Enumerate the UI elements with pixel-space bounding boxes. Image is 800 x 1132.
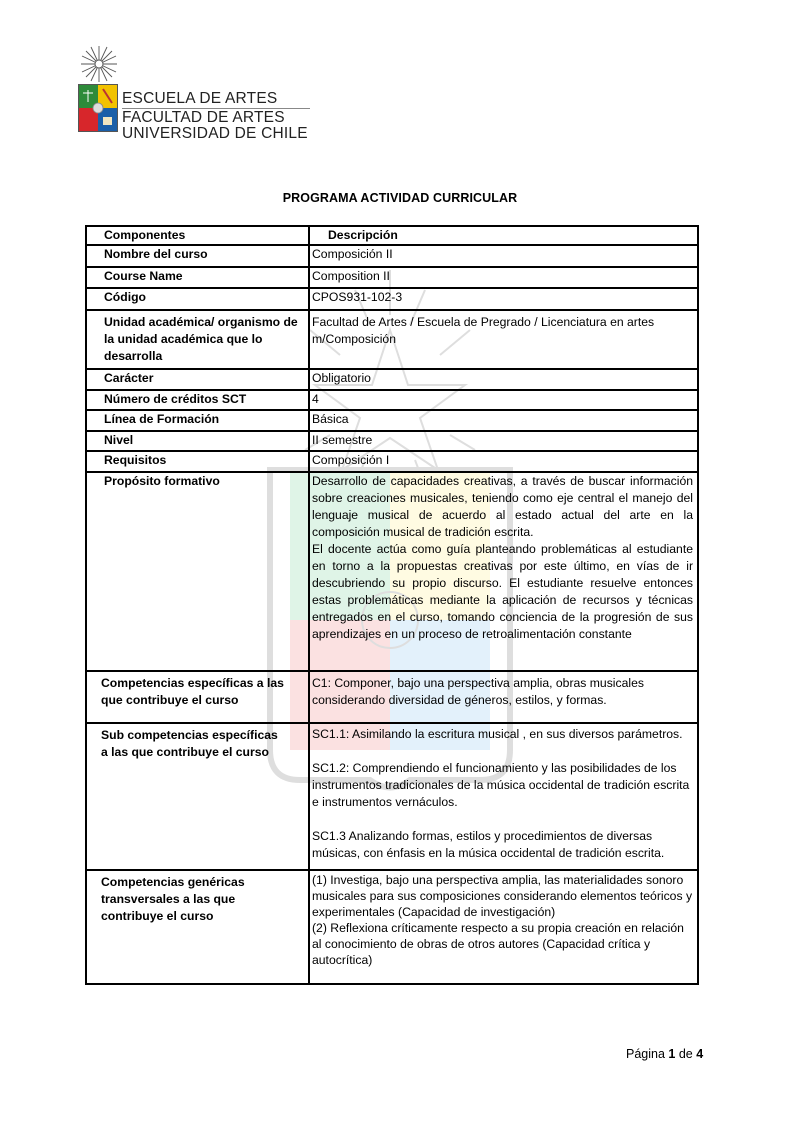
- table-row: [86, 431, 698, 451]
- generic-competence-item: (2) Reflexiona críticamente respecto a su propia creación en relación al conocimiento de obras de otros autores (Capacidad crítica y autocrítica): [312, 921, 684, 967]
- table-header-row: [86, 226, 698, 245]
- institution-logo: [72, 44, 312, 142]
- row-label: Competencias genéricas transversales a las que contribuye el curso: [86, 870, 309, 984]
- table-row: [86, 451, 698, 472]
- row-label: Sub competencias específicas a las que contribuye el curso: [86, 723, 309, 870]
- row-value: [309, 870, 698, 984]
- row-value: Básica: [309, 410, 698, 431]
- row-value: [309, 472, 698, 671]
- table-row: [86, 288, 698, 310]
- table-row: [86, 310, 698, 369]
- table-row: [86, 671, 698, 723]
- table-row: [86, 369, 698, 390]
- row-value: Facultad de Artes / Escuela de Pregrado / Licenciatura en artes m/Composición: [309, 310, 698, 369]
- row-label: Unidad académica/ organismo de la unidad académica que lo desarrolla: [86, 310, 309, 369]
- page-number: [626, 1047, 703, 1061]
- row-label: Carácter: [86, 369, 309, 390]
- table-row: [86, 390, 698, 410]
- row-label: Requisitos: [86, 451, 309, 472]
- table-row: [86, 472, 698, 671]
- page-total: 4: [696, 1047, 704, 1061]
- row-value: C1: Componer, bajo una perspectiva amplia, obras musicales considerando diversidad de géneros, estilos, y formas.: [309, 671, 698, 723]
- logo-line-escuela: ESCUELA DE ARTES: [122, 91, 310, 109]
- table-row: [86, 245, 698, 267]
- of-word: de: [678, 1047, 693, 1061]
- page-word: Página: [626, 1047, 665, 1061]
- table-row: [86, 410, 698, 431]
- row-label: Número de créditos SCT: [86, 390, 309, 410]
- shield-emblem-icon: [78, 84, 118, 134]
- row-label: Competencias específicas a las que contribuye el curso: [86, 671, 309, 723]
- sub-competence-item: SC1.2: Comprendiendo el funcionamiento y las posibilidades de los instrumentos tradicionales de la música occidental de tradición escrita e instrumentos vernáculos.: [312, 761, 690, 809]
- row-value: Composición I: [309, 451, 698, 472]
- curriculum-table: [85, 225, 699, 985]
- row-value: Obligatorio: [309, 369, 698, 390]
- purpose-paragraph: Desarrollo de capacidades creativas, a través de buscar información sobre creaciones musicales, teniendo como eje central el manejo del lenguaje musical de acuerdo al estado actual del arte en la composición musical de tradición escrita.: [312, 474, 693, 539]
- logo-line-facultad: FACULTAD DE ARTES: [122, 109, 285, 126]
- row-label: Código: [86, 288, 309, 310]
- header-descripcion: Descripción: [309, 226, 698, 245]
- row-label: Course Name: [86, 267, 309, 288]
- row-value: 4: [309, 390, 698, 410]
- row-value: CPOS931-102-3: [309, 288, 698, 310]
- purpose-paragraph: El docente actúa como guía planteando problemáticas al estudiante en torno a la propuestas creativas por este último, en vías de ir descubriendo su propio discurso. El estudiante resuelve entonces estas problemáticas mediante la aplicación de recursos y técnicas entregados en el curso, tomando conciencia de la progresión de sus aprendizajes en un proceso de retroalimentación constante: [312, 542, 693, 641]
- row-value: Composición II: [309, 245, 698, 267]
- sun-emblem-icon: [79, 44, 119, 84]
- document-title: PROGRAMA ACTIVIDAD CURRICULAR: [282, 191, 518, 205]
- logo-line-universidad: UNIVERSIDAD DE CHILE: [122, 125, 308, 142]
- page-current: 1: [668, 1047, 676, 1061]
- sub-competence-item: SC1.1: Asimilando la escritura musical , en sus diversos parámetros.: [312, 727, 683, 741]
- table-row: [86, 267, 698, 288]
- table-row: [86, 870, 698, 984]
- generic-competence-item: (1) Investiga, bajo una perspectiva amplia, las materialidades sonoro musicales para sus composiciones considerando elementos teóricos y experimentales (Capacidad de investigación): [312, 873, 693, 919]
- table-row: [86, 723, 698, 870]
- sub-competence-item: SC1.3 Analizando formas, estilos y procedimientos de diversas músicas, con énfasis en la música occidental de tradición escrita.: [312, 829, 665, 860]
- row-value: II semestre: [309, 431, 698, 451]
- row-value: Composition II: [309, 267, 698, 288]
- row-label: Propósito formativo: [86, 472, 309, 671]
- row-value: [309, 723, 698, 870]
- row-label: Nivel: [86, 431, 309, 451]
- row-label: Línea de Formación: [86, 410, 309, 431]
- row-label: Nombre del curso: [86, 245, 309, 267]
- header-componentes: Componentes: [86, 226, 309, 245]
